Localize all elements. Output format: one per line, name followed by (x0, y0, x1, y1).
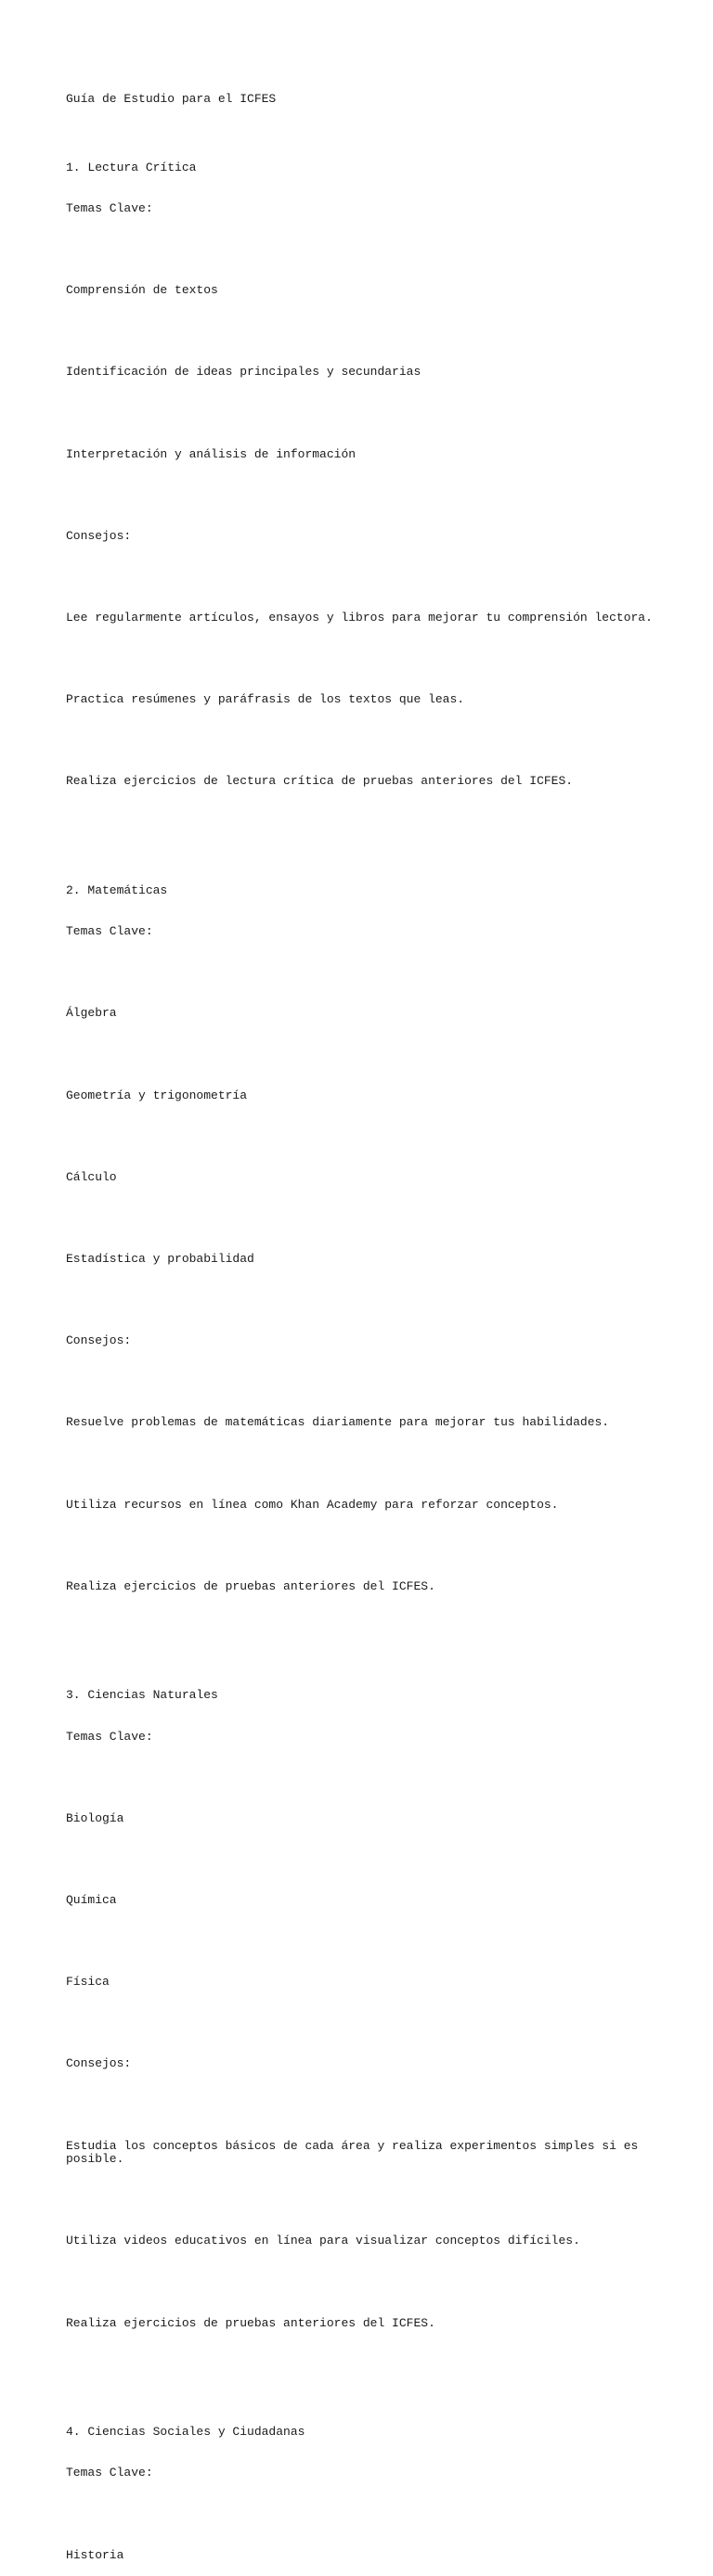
section-heading: 2. Matemáticas (66, 883, 168, 898)
tema-item: Comprensión de textos (66, 283, 218, 298)
tema-item: Álgebra (66, 1006, 117, 1021)
consejo-item: Realiza ejercicios de lectura crítica de pruebas anteriores del ICFES. (66, 774, 574, 789)
tema-item: Historia (66, 2547, 124, 2562)
tema-item: Geometría y trigonometría (66, 1088, 248, 1102)
consejo-item: Lee regularmente artículos, ensayos y libros para mejorar tu comprensión lectora. (66, 611, 653, 625)
consejos-label: Consejos: (66, 2056, 132, 2071)
temas-label: Temas Clave: (66, 924, 153, 939)
document-page (66, 66, 660, 2576)
consejo-item: Realiza ejercicios de pruebas anteriores del ICFES. (66, 2315, 435, 2330)
tema-item: Estadística y probabilidad (66, 1251, 254, 1266)
tema-item: Interpretación y análisis de información (66, 446, 356, 461)
tema-item: Identificación de ideas principales y secundarias (66, 365, 421, 380)
tema-item: Física (66, 1975, 110, 1990)
consejo-item: Practica resúmenes y paráfrasis de los textos que leas. (66, 692, 465, 707)
consejos-label: Consejos: (66, 1333, 132, 1348)
temas-label: Temas Clave: (66, 201, 153, 216)
tema-item: Biología (66, 1810, 124, 1825)
consejo-item: Realiza ejercicios de pruebas anteriores del ICFES. (66, 1578, 435, 1593)
consejo-item: Utiliza recursos en línea como Khan Academy para reforzar conceptos. (66, 1497, 559, 1512)
document-title: Guía de Estudio para el ICFES (66, 92, 277, 107)
section-heading: 3. Ciencias Naturales (66, 1688, 218, 1703)
tema-item: Cálculo (66, 1169, 117, 1184)
consejo-item: Resuelve problemas de matemáticas diariamente para mejorar tus habilidades. (66, 1415, 610, 1430)
tema-item: Química (66, 1892, 117, 1907)
consejo-item: Utiliza videos educativos en línea para visualizar conceptos difíciles. (66, 2234, 580, 2248)
temas-label: Temas Clave: (66, 1729, 153, 1744)
section-heading: 1. Lectura Crítica (66, 160, 197, 174)
section-heading: 4. Ciencias Sociales y Ciudadanas (66, 2425, 305, 2440)
consejos-label: Consejos: (66, 528, 132, 543)
temas-label: Temas Clave: (66, 2466, 153, 2480)
consejo-item: Estudia los conceptos básicos de cada área y realiza experimentos simples si es posible. (66, 2138, 646, 2167)
